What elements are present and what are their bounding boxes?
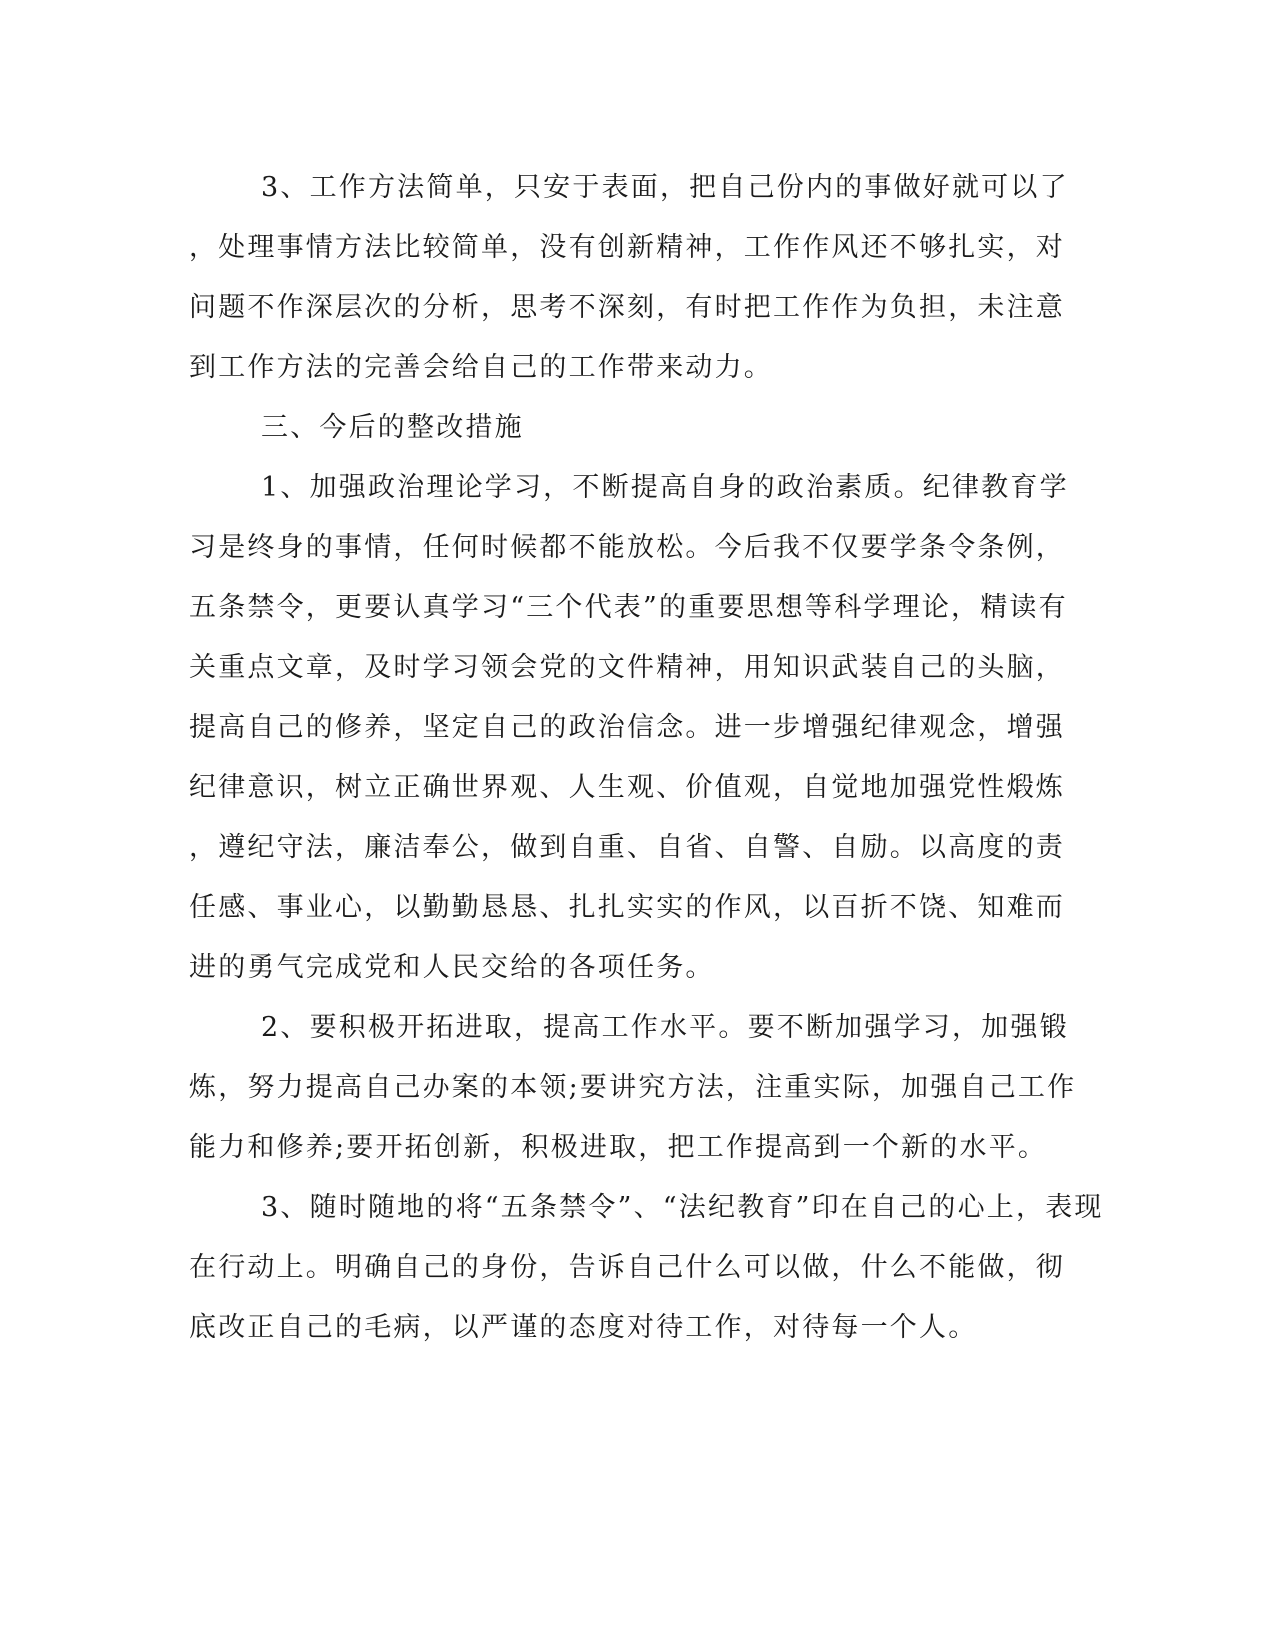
text-line: 进的勇气完成党和人民交给的各项任务。	[189, 952, 715, 983]
text-line: 习是终身的事情，任何时候都不能放松。今后我不仅要学条令条例，	[189, 532, 1065, 563]
section-heading: 三、今后的整改措施	[261, 412, 524, 443]
text-line: 问题不作深层次的分析，思考不深刻，有时把工作作为负担，未注意	[189, 292, 1065, 323]
text-line: 到工作方法的完善会给自己的工作带来动力。	[189, 352, 773, 383]
text-line: 底改正自己的毛病，以严谨的态度对待工作，对待每一个人。	[189, 1312, 978, 1343]
text-line: 3、随时随地的将“五条禁令”、“法纪教育”印在自己的心上，表现	[261, 1192, 1104, 1223]
text-line: 关重点文章，及时学习领会党的文件精神，用知识武装自己的头脑，	[189, 652, 1065, 683]
text-line: 提高自己的修养，坚定自己的政治信念。进一步增强纪律观念，增强	[189, 712, 1065, 743]
text-line: 2、要积极开拓进取，提高工作水平。要不断加强学习，加强锻	[261, 1012, 1069, 1043]
text-line: 纪律意识，树立正确世界观、人生观、价值观，自觉地加强党性煅炼	[189, 772, 1065, 803]
text-line: ，处理事情方法比较简单，没有创新精神，工作作风还不够扎实，对	[189, 232, 1065, 263]
text-line: 五条禁令，更要认真学习“三个代表”的重要思想等科学理论，精读有	[189, 592, 1068, 623]
text-line: 在行动上。明确自己的身份，告诉自己什么可以做，什么不能做，彻	[189, 1252, 1065, 1283]
text-line: 3、工作方法简单，只安于表面，把自己份内的事做好就可以了	[261, 172, 1069, 203]
text-line: 任感、事业心，以勤勤恳恳、扎扎实实的作风，以百折不饶、知难而	[189, 892, 1065, 923]
text-line: 能力和修养;要开拓创新，积极进取，把工作提高到一个新的水平。	[189, 1132, 1048, 1163]
text-line: 炼，努力提高自己办案的本领;要讲究方法，注重实际，加强自己工作	[189, 1072, 1077, 1103]
text-line: ，遵纪守法，廉洁奉公，做到自重、自省、自警、自励。以高度的责	[189, 832, 1065, 863]
text-line: 1、加强政治理论学习，不断提高自身的政治素质。纪律教育学	[261, 472, 1069, 503]
